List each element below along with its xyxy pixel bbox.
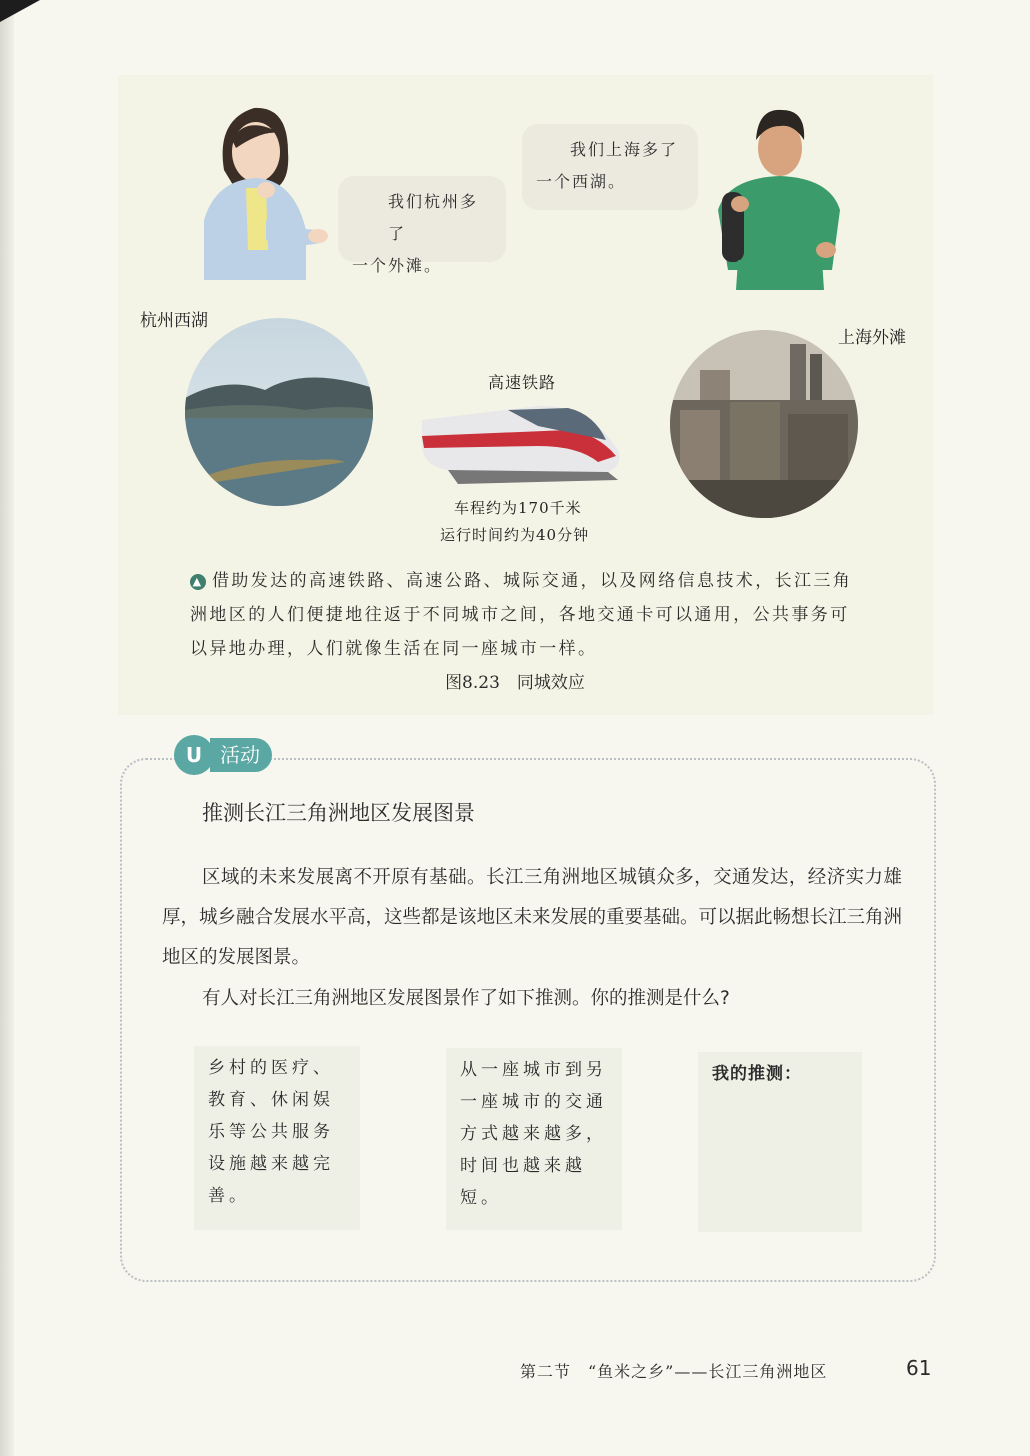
speech-bubble-hangzhou xyxy=(338,176,506,275)
page-corner xyxy=(0,0,40,22)
rail-distance: 车程约为170千米 xyxy=(454,499,582,517)
westlake-photo xyxy=(185,318,373,506)
page-footer: 第二节 “鱼米之乡”——长江三角洲地区 xyxy=(520,1362,828,1381)
page-spine xyxy=(0,0,14,1456)
label-hangzhou-westlake: 杭州西湖 xyxy=(140,311,208,331)
bubble-line: 我们上海多了 xyxy=(570,140,679,159)
activity-paragraph: 有人对长江三角洲地区发展图景作了如下推测。你的推测是什么? xyxy=(202,988,730,1009)
activity-badge-label: 活动 xyxy=(210,738,272,772)
page-number: 61 xyxy=(906,1356,932,1380)
prediction-note-blank: 我的推测： xyxy=(698,1052,862,1232)
activity-paragraph: 区域的未来发展离不开原有基础。长江三角洲地区城镇众多，交通发达，经济实力雄厚，城乡融合发展水平高，这些都是该地区未来发展的重要基础。可以据此畅想长江三角洲地区的发展图景。 xyxy=(162,867,903,968)
label-shanghai-bund: 上海外滩 xyxy=(838,328,906,348)
bubble-line: 一个外滩。 xyxy=(352,256,443,275)
bubble-line: 一个西湖。 xyxy=(536,172,627,191)
girl-illustration xyxy=(196,100,331,280)
caption-text: 借助发达的高速铁路、高速公路、城际交通，以及网络信息技术，长江三角洲地区的人们便捷地往返于不同城市之间，各地交通卡可以通用，公共事务可以异地办理，人们就像生活在同一座城市一样。 xyxy=(190,571,853,659)
speech-bubble-shanghai xyxy=(522,124,698,210)
figure-title: 图8.23 同城效应 xyxy=(445,673,585,693)
arrow-up-icon: ▲ xyxy=(190,574,206,590)
label-high-speed-rail: 高速铁路 xyxy=(488,373,557,392)
figure-caption xyxy=(190,564,862,666)
bubble-line: 我们杭州多了 xyxy=(388,192,479,243)
activity-icon: U xyxy=(174,735,214,775)
rail-time: 运行时间约为40分钟 xyxy=(440,526,590,544)
man-illustration xyxy=(708,100,848,290)
activity-badge xyxy=(174,735,272,775)
bund-photo xyxy=(670,330,858,518)
prediction-note: 乡村的医疗、教育、休闲娱乐等公共服务设施越来越完善。 xyxy=(194,1046,360,1230)
activity-title: 推测长江三角洲地区发展图景 xyxy=(202,801,475,825)
prediction-note: 从一座城市到另一座城市的交通方式越来越多，时间也越来越短。 xyxy=(446,1048,622,1230)
train-illustration xyxy=(418,400,628,496)
